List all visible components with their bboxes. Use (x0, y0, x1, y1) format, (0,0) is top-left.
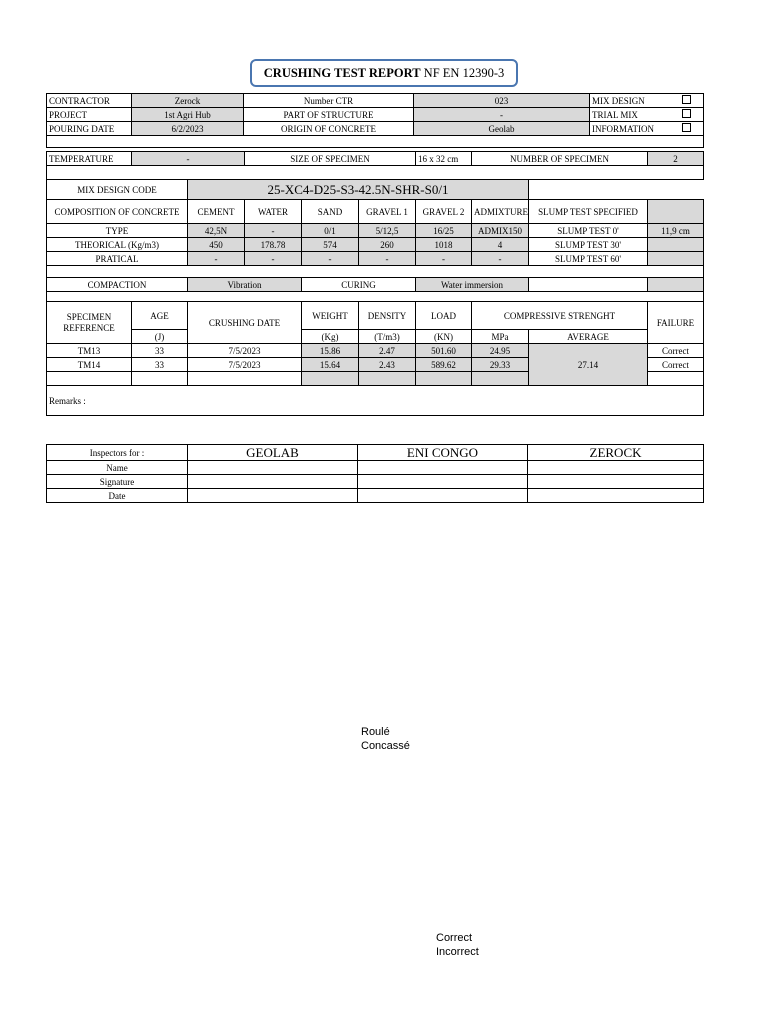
mix-code-label: MIX DESIGN CODE (47, 180, 188, 200)
type-cement[interactable]: 42,5N (188, 224, 245, 238)
report-title (250, 59, 518, 87)
theo-gravel1[interactable]: 260 (359, 238, 416, 252)
theo-label: THEORICAL (Kg/m3) (47, 238, 188, 252)
col-cement: CEMENT (188, 200, 245, 224)
slump60-value[interactable] (648, 252, 704, 266)
mix-table (46, 151, 704, 416)
information-cell[interactable] (590, 122, 704, 136)
row-weight[interactable] (302, 372, 359, 386)
theo-admixture[interactable]: 4 (472, 238, 529, 252)
signature-field-geolab[interactable] (188, 475, 358, 489)
name-field-zerock[interactable] (528, 461, 704, 475)
slump0-value[interactable]: 11,9 cm (648, 224, 704, 238)
aggregate-options (361, 725, 410, 753)
option-concasse: Concassé (361, 740, 410, 752)
row-density[interactable] (359, 372, 416, 386)
prat-water[interactable]: - (245, 252, 302, 266)
date-field-zerock[interactable] (528, 489, 704, 503)
average-header: AVERAGE (529, 330, 648, 344)
temperature-label: TEMPERATURE (47, 152, 132, 166)
row-load[interactable] (416, 372, 472, 386)
spacer-row (47, 136, 704, 148)
temperature-value[interactable]: - (132, 152, 245, 166)
row-weight[interactable]: 15.64 (302, 358, 359, 372)
mix-design-cell[interactable] (590, 94, 704, 108)
information-checkbox[interactable] (682, 123, 691, 132)
row-age[interactable]: 33 (132, 358, 188, 372)
prat-label: PRATICAL (47, 252, 188, 266)
date-label: Date (47, 489, 188, 503)
spacer-row (47, 166, 704, 180)
compaction-value[interactable]: Vibration (188, 278, 302, 292)
row-ref[interactable]: TM13 (47, 344, 132, 358)
theo-sand[interactable]: 574 (302, 238, 359, 252)
report-standard: NF EN 12390-3 (423, 66, 505, 80)
theo-water[interactable]: 178.78 (245, 238, 302, 252)
curing-value[interactable]: Water immersion (416, 278, 529, 292)
row-failure[interactable]: Correct (648, 358, 704, 372)
signature-label: Signature (47, 475, 188, 489)
info-table (46, 93, 704, 148)
origin-label: ORIGIN OF CONCRETE (244, 122, 414, 136)
date-field-eni[interactable] (358, 489, 528, 503)
row-failure[interactable] (648, 372, 704, 386)
number-ctr-value[interactable]: 023 (414, 94, 590, 108)
comp-header: COMPRESSIVE STRENGHT (472, 302, 648, 330)
part-value[interactable]: - (414, 108, 590, 122)
trial-mix-label: TRIAL MIX (592, 109, 638, 120)
spacer-row (47, 266, 704, 278)
spacer-row (47, 292, 704, 302)
row-ref[interactable]: TM14 (47, 358, 132, 372)
load-unit: (KN) (416, 330, 472, 344)
theo-cement[interactable]: 450 (188, 238, 245, 252)
weight-header: WEIGHT (302, 302, 359, 330)
slump30-value[interactable] (648, 238, 704, 252)
weight-unit: (Kg) (302, 330, 359, 344)
option-roule: Roulé (361, 726, 390, 738)
inspectors-table (46, 444, 704, 503)
row-date[interactable]: 7/5/2023 (188, 344, 302, 358)
spec-ref-header: SPECIMEN REFERENCE (47, 302, 132, 344)
empty-cell (529, 180, 704, 200)
remarks-field[interactable] (47, 386, 704, 416)
signature-field-zerock[interactable] (528, 475, 704, 489)
slump60-label: SLUMP TEST 60' (529, 252, 648, 266)
date-field-geolab[interactable] (188, 489, 358, 503)
col-gravel1: GRAVEL 1 (359, 200, 416, 224)
table-row (47, 344, 704, 358)
type-admixture[interactable]: ADMIX150 (472, 224, 529, 238)
prat-gravel2[interactable]: - (416, 252, 472, 266)
row-density[interactable]: 2.43 (359, 358, 416, 372)
mix-design-checkbox[interactable] (682, 95, 691, 104)
slump0-label: SLUMP TEST 0' (529, 224, 648, 238)
age-unit: (J) (132, 330, 188, 344)
pouring-label: POURING DATE (47, 122, 132, 136)
empty-gray-cell (648, 278, 704, 292)
inspectors-label: Inspectors for : (47, 445, 188, 461)
information-label: INFORMATION (592, 123, 655, 134)
average-value[interactable]: 27.14 (529, 344, 648, 386)
type-gravel1[interactable]: 5/12,5 (359, 224, 416, 238)
failure-options (436, 931, 479, 959)
row-ref[interactable] (47, 372, 132, 386)
row-age[interactable]: 33 (132, 344, 188, 358)
compaction-label: COMPACTION (47, 278, 188, 292)
prat-admixture[interactable]: - (472, 252, 529, 266)
pouring-value[interactable]: 6/2/2023 (132, 122, 244, 136)
party-eni-congo: ENI CONGO (358, 445, 528, 461)
number-label: NUMBER OF SPECIMEN (472, 152, 648, 166)
trial-mix-cell[interactable] (590, 108, 704, 122)
slump-spec-label: SLUMP TEST SPECIFIED (529, 200, 648, 224)
type-sand[interactable]: 0/1 (302, 224, 359, 238)
col-gravel2: GRAVEL 2 (416, 200, 472, 224)
type-water[interactable]: - (245, 224, 302, 238)
density-header: DENSITY (359, 302, 416, 330)
row-weight[interactable]: 15.86 (302, 344, 359, 358)
signature-field-eni[interactable] (358, 475, 528, 489)
curing-label: CURING (302, 278, 416, 292)
crushing-date-header: CRUSHING DATE (188, 302, 302, 344)
row-failure[interactable]: Correct (648, 344, 704, 358)
prat-gravel1[interactable]: - (359, 252, 416, 266)
origin-value[interactable]: Geolab (414, 122, 590, 136)
size-label: SIZE OF SPECIMEN (245, 152, 416, 166)
number-ctr-label: Number CTR (244, 94, 414, 108)
row-load[interactable]: 501.60 (416, 344, 472, 358)
remarks-label: Remarks : (49, 395, 86, 406)
party-geolab: GEOLAB (188, 445, 358, 461)
row-mpa[interactable]: 29.33 (472, 358, 529, 372)
row-mpa[interactable] (472, 372, 529, 386)
name-field-geolab[interactable] (188, 461, 358, 475)
option-incorrect: Incorrect (436, 946, 479, 958)
slump30-label: SLUMP TEST 30' (529, 238, 648, 252)
part-label: PART OF STRUCTURE (244, 108, 414, 122)
type-label: TYPE (47, 224, 188, 238)
mix-design-label: MIX DESIGN (592, 95, 645, 106)
age-header: AGE (132, 302, 188, 330)
row-date[interactable] (188, 372, 302, 386)
col-sand: SAND (302, 200, 359, 224)
prat-cement[interactable]: - (188, 252, 245, 266)
theo-gravel2[interactable]: 1018 (416, 238, 472, 252)
row-age[interactable] (132, 372, 188, 386)
row-load[interactable]: 589.62 (416, 358, 472, 372)
name-label: Name (47, 461, 188, 475)
composition-label: COMPOSITION OF CONCRETE (47, 200, 188, 224)
col-admixture: ADMIXTURE (472, 200, 529, 224)
row-density[interactable]: 2.47 (359, 344, 416, 358)
row-mpa[interactable]: 24.95 (472, 344, 529, 358)
party-zerock: ZEROCK (528, 445, 704, 461)
slump-spec-value[interactable] (648, 200, 704, 224)
contractor-label: CONTRACTOR (47, 94, 132, 108)
col-water: WATER (245, 200, 302, 224)
load-header: LOAD (416, 302, 472, 330)
option-correct: Correct (436, 932, 473, 944)
empty-cell (529, 278, 648, 292)
row-date[interactable]: 7/5/2023 (188, 358, 302, 372)
name-field-eni[interactable] (358, 461, 528, 475)
number-value[interactable]: 2 (648, 152, 704, 166)
failure-header: FAILURE (648, 302, 704, 344)
report-title-main: CRUSHING TEST REPORT (263, 66, 421, 80)
density-unit: (T/m3) (359, 330, 416, 344)
prat-sand[interactable]: - (302, 252, 359, 266)
mpa-unit: MPa (472, 330, 529, 344)
size-value[interactable]: 16 x 32 cm (416, 152, 472, 166)
type-gravel2[interactable]: 16/25 (416, 224, 472, 238)
project-label: PROJECT (47, 108, 132, 122)
contractor-value[interactable]: Zerock (132, 94, 244, 108)
project-value[interactable]: 1st Agri Hub (132, 108, 244, 122)
mix-code-value[interactable]: 25-XC4-D25-S3-42.5N-SHR-S0/1 (188, 180, 529, 200)
trial-mix-checkbox[interactable] (682, 109, 691, 118)
